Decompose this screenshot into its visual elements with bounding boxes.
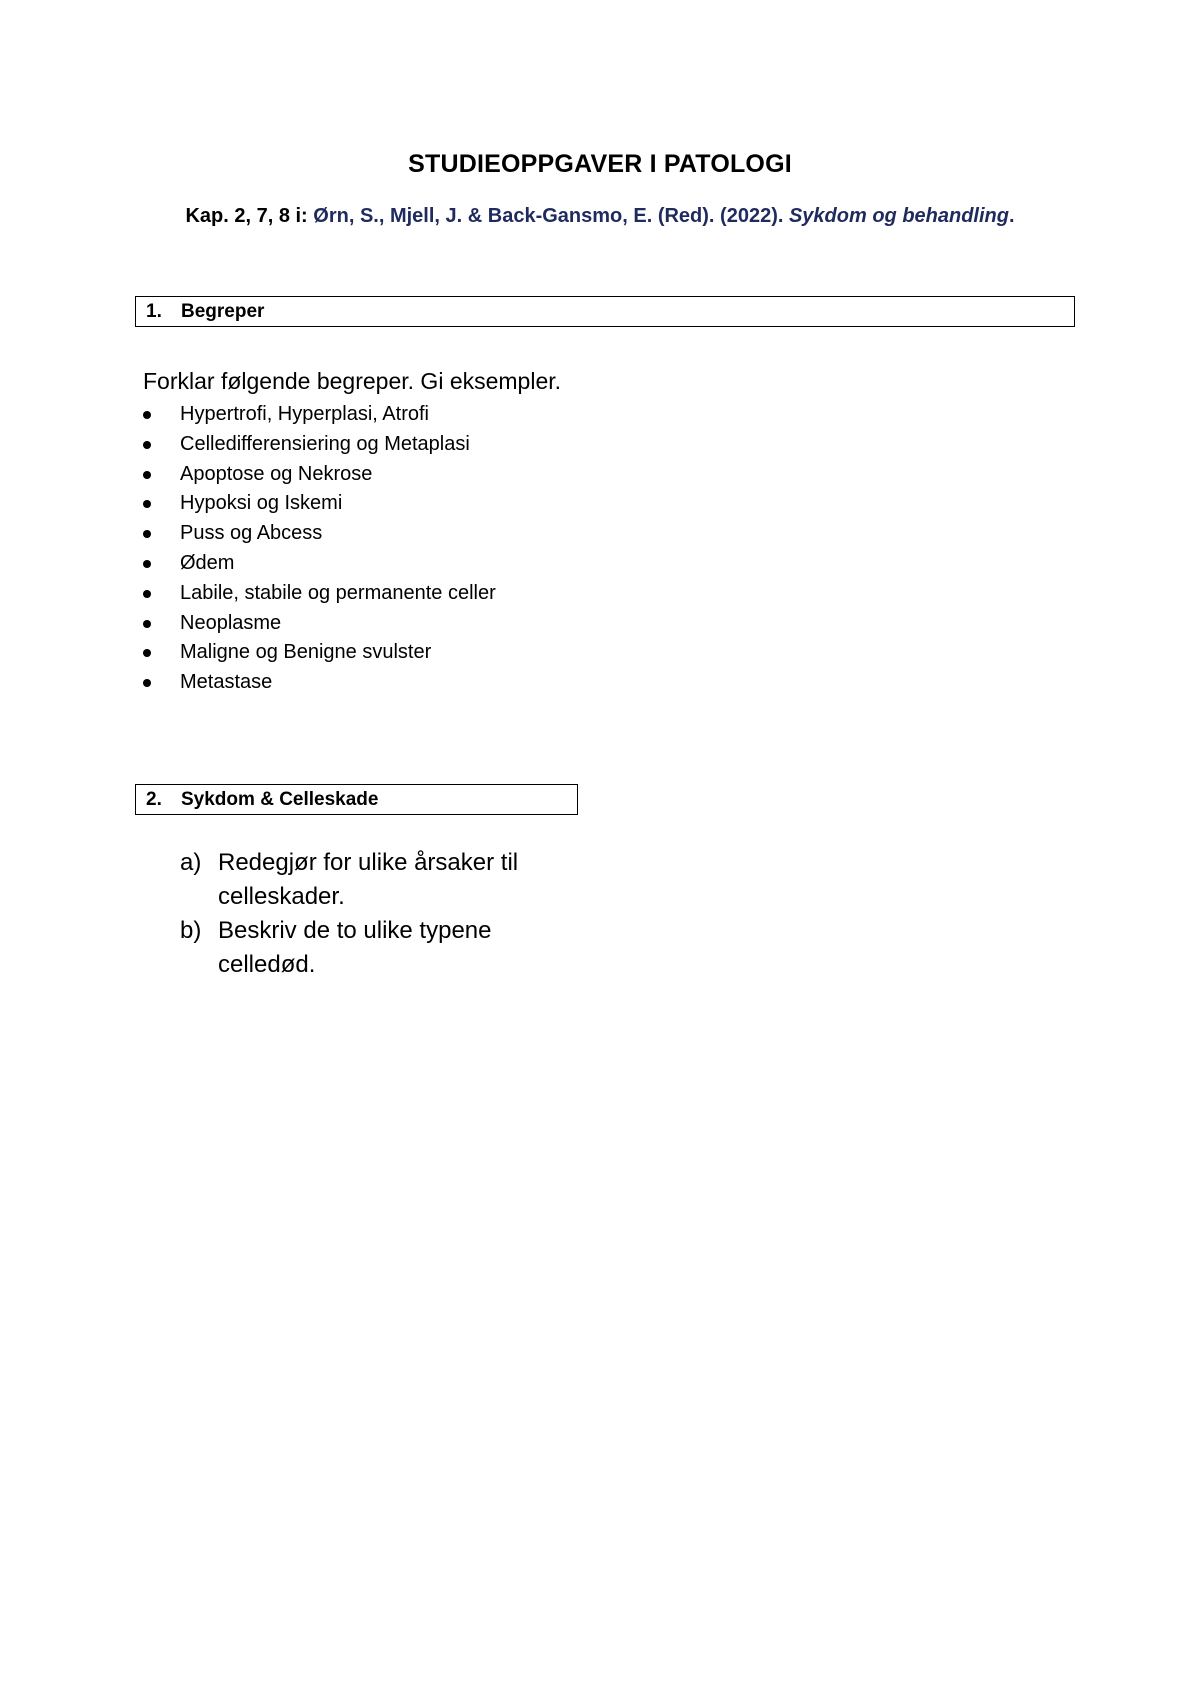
section-2-label: Sykdom & Celleskade	[181, 789, 379, 810]
document-subtitle	[0, 205, 1200, 228]
document-title: STUDIEOPPGAVER I PATOLOGI	[408, 150, 792, 178]
list-item: Ødem	[143, 549, 496, 579]
list-item: Neoplasme	[143, 609, 496, 639]
citation-authors: Ørn, S., Mjell, J. & Back-Gansmo, E. (Red). (2022).	[313, 205, 789, 227]
list-item: Maligne og Benigne svulster	[143, 638, 496, 668]
question-item	[180, 914, 580, 982]
list-item: Labile, stabile og permanente celler	[143, 579, 496, 609]
chapter-reference: Kap. 2, 7, 8 i:	[185, 205, 314, 227]
list-item: Metastase	[143, 668, 496, 698]
citation-end: .	[1008, 205, 1015, 227]
section-1-heading	[135, 296, 1075, 327]
concept-list	[143, 400, 496, 698]
section-1-intro: Forklar følgende begreper. Gi eksempler.	[143, 368, 562, 394]
question-list	[180, 846, 580, 982]
question-marker: b)	[180, 917, 202, 944]
question-marker: a)	[180, 849, 202, 876]
section-1-label: Begreper	[181, 301, 265, 322]
book-title: Sykdom og behandling	[788, 205, 1009, 227]
list-item: Hypertrofi, Hyperplasi, Atrofi	[143, 400, 496, 430]
section-2-heading	[135, 784, 578, 815]
list-item: Hypoksi og Iskemi	[143, 489, 496, 519]
list-item: Apoptose og Nekrose	[143, 460, 496, 490]
section-1-number: 1.	[146, 301, 162, 322]
question-text: Redegjør for ulike årsaker til celleskader.	[218, 849, 519, 910]
question-item	[180, 846, 580, 914]
question-text: Beskriv de to ulike typene celledød.	[218, 917, 492, 978]
list-item: Puss og Abcess	[143, 519, 496, 549]
list-item: Celledifferensiering og Metaplasi	[143, 430, 496, 460]
section-2-number: 2.	[146, 789, 162, 810]
